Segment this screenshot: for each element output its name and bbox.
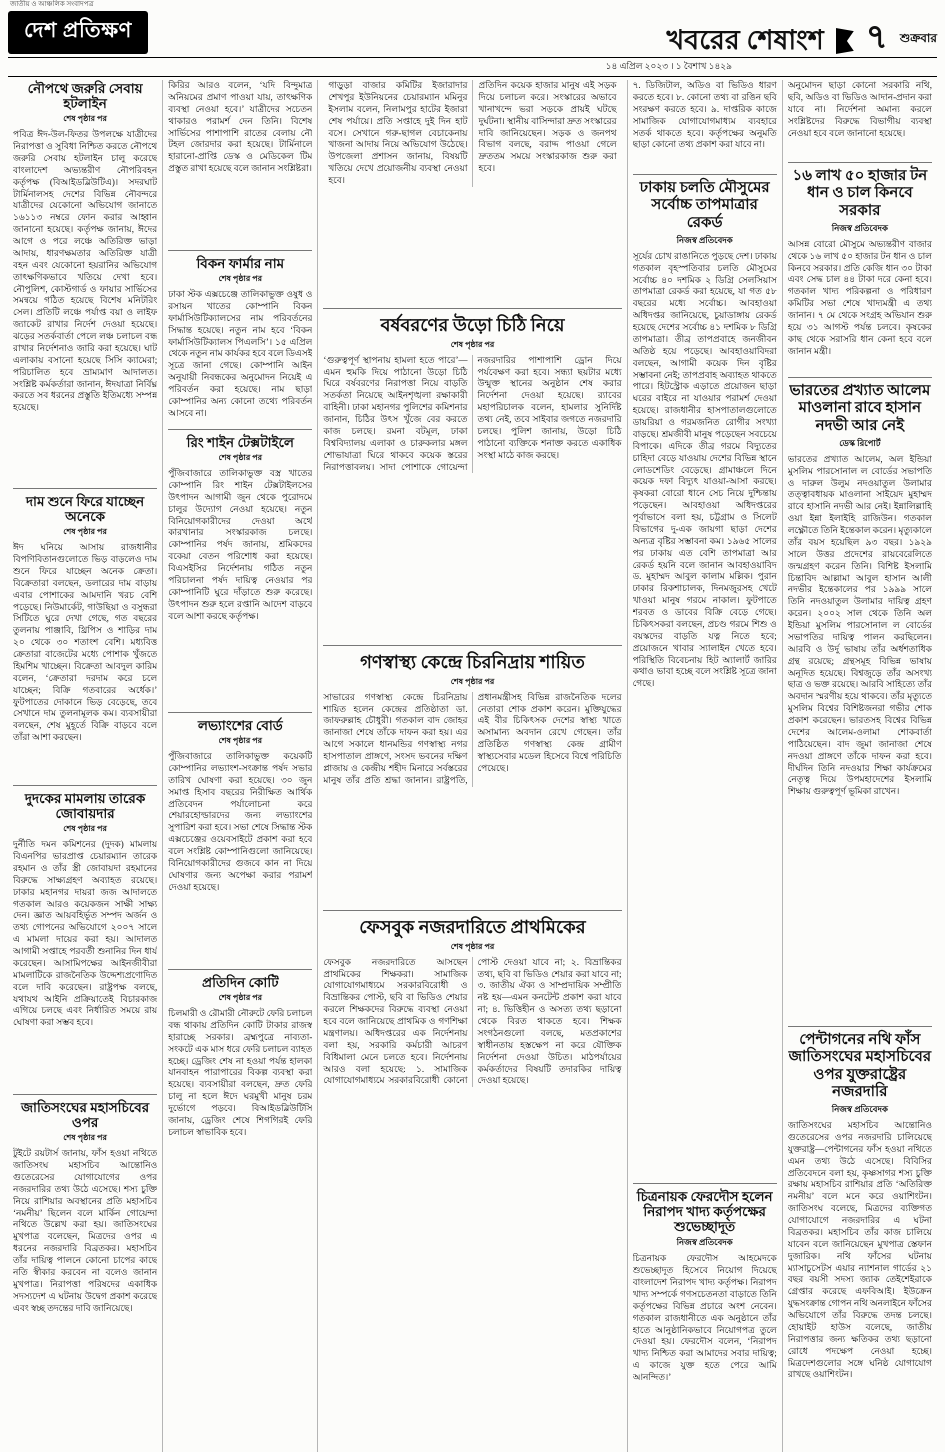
article-headline: লভ্যাংশের বোর্ড <box>197 718 283 733</box>
article-body: চিত্রনায়ক ফেরদৌস আহমেদকে শুভেচ্ছাদূত হিসেবে নিয়োগ দিয়েছে বাংলাদেশ নিরাপদ খাদ্য কর্তৃপক্ষ। নিরাপদ খাদ্য সম্পর্কে গণসচেতনতা বাড়াতে তিনি কর্তৃপক্ষের বিভিন্ন প্রচারে অংশ নেবেন। গতকাল রাজধানীতে এক অনুষ্ঠানে তাঁর হাতে আনুষ্ঠানিকভাবে নিয়োগপত্র তুলে দেওয়া হয়। ফেরদৌস বলেন, ‘নিরাপদ খাদ্য নিশ্চিত করা আমাদের সবার দায়িত্ব; এ কাজে যুক্ত হতে পেরে আমি আনন্দিত।’ <box>632 1253 777 1383</box>
article-body: ঈদ ঘনিয়ে আসায় রাজধানীর বিপণিবিতানগুলোতে ভিড় বাড়লেও দাম শুনে ফিরে যাচ্ছেন অনেক ক্রেতা। বিক্রেতারা বলছেন, ডলারের দাম বাড়ায় এবার পোশাকের আমদানি খরচ বেশি পড়েছে। নিউমার্কেট, গাউছিয়া ও বসুন্ধরা সিটিতে ঘুরে দেখা গেছে, গত বছরের তুলনায় পাঞ্জাবি, থ্রিপিস ও শাড়ির দাম ২০ থেকে ৩০ শতাংশ বেশি। মধ্যবিত্ত ক্রেতারা বাজেটের মধ্যে পোশাক খুঁজতে হিমশিম খাচ্ছেন। বিক্রেতা আবদুল কারিম বলেন, ‘ক্রেতারা দরদাম করে চলে যাচ্ছেন; বিক্রি গতবারের অর্ধেক।’ ফুটপাতের দোকানে ভিড় বেড়েছে, তবে সেখানে দাম তুলনামূলক কম। ব্যবসায়ীরা বলছেন, শেষ মুহূর্তে বিক্রি বাড়বে বলে তাঁরা আশা করছেন। <box>13 542 158 743</box>
article-body: ফেসবুক নজরদারিতে আসছেন প্রাথমিকের শিক্ষকরা। সামাজিক যোগাযোগমাধ্যমে সরকারবিরোধী ও বিভ্রান্তিকর পোস্ট, ছবি বা ভিডিও শেয়ার করলে শিক্ষকদের বিরুদ্ধে ব্যবস্থা নেওয়া হবে বলে জানিয়েছে প্রাথমিক ও গণশিক্ষা মন্ত্রণালয়। অধিদপ্তরের এক নির্দেশনায় বলা হয়, সরকারি কর্মচারী আচরণ বিধিমালা মেনে চলতে হবে। নির্দেশনায় আরও বলা হয়েছে: ১. সামাজিক যোগাযোগমাধ্যমে সরকারবিরোধী কোনো পোস্ট দেওয়া যাবে না; ২. বিভ্রান্তিকর তথ্য, ছবি বা ভিডিও শেয়ার করা যাবে না; ৩. জাতীয় ঐক্য ও সাম্প্রদায়িক সম্প্রীতি নষ্ট হয়—এমন কনটেন্ট প্রকাশ করা যাবে না; ৪. ভিত্তিহীন ও অসত্য তথ্য ছড়ানো থেকে বিরত থাকতে হবে। শিক্ষক সংগঠনগুলো বলছে, মতপ্রকাশের স্বাধীনতায় হস্তক্ষেপ না করে যৌক্তিক নির্দেশনা দেওয়া উচিত। মাঠপর্যায়ের কর্মকর্তাদের বিষয়টি তদারকির দায়িত্ব দেওয়া হয়েছে। <box>323 956 622 1086</box>
article-body: জাতিসংঘের মহাসচিব আন্তোনিও গুতেরেসের ওপর নজরদারি চালিয়েছে যুক্তরাষ্ট্র—পেন্টাগনের ফাঁস হওয়া নথিতে এমন তথ্য উঠে এসেছে। বিবিসির প্রতিবেদনে বলা হয়, কৃষ্ণসাগর শস্য চুক্তি রক্ষায় মহাসচিব রাশিয়ার প্রতি ‘অতিরিক্ত নমনীয়’ বলে মনে করে ওয়াশিংটন। জাতিসংঘ বলেছে, মিত্রদের ব্যক্তিগত যোগাযোগে নজরদারির এ ঘটনা বিব্রতকর। মহাসচিব তাঁর কাজ চালিয়ে যাবেন বলে জানিয়েছেন মুখপাত্র স্তেফান দুজারিক। নথি ফাঁসের ঘটনায় ম্যাসাচুসেটস এয়ার ন্যাশনাল গার্ডের ২১ বছর বয়সী সদস্য জ্যাক তেইশেইরাকে গ্রেপ্তার করেছে এফবিআই। ইউক্রেন যুদ্ধসংক্রান্ত গোপন নথি অনলাইনে ফাঁসের অভিযোগে তাঁর বিরুদ্ধে তদন্ত চলছে। হোয়াইট হাউস বলেছে, জাতীয় নিরাপত্তার জন্য ক্ষতিকর তথ্য ছড়ানো রোধে পদক্ষেপ নেওয়া হচ্ছে। মিত্রদেশগুলোর সঙ্গে ঘনিষ্ঠ যোগাযোগ রাখছে ওয়াশিংটন। <box>787 1120 932 1380</box>
article-continuation <box>788 80 932 158</box>
article-headline: পেন্টাগনের নথি ফাঁস জাতিসংঘের মহাসচিবের ওপর যুক্তরাষ্ট্রের নজরদারি <box>788 1032 932 1100</box>
article-ferdous-ambassador <box>633 1183 777 1452</box>
continued-from-label: শেষ পৃষ্ঠার পর <box>63 114 107 124</box>
article-headline: নৌপথে জরুরি সেবায় হটলাইন <box>27 81 143 112</box>
continuation-halves <box>323 80 621 187</box>
article-beacon-pharma <box>168 250 312 425</box>
article-gonoshasthya-burial <box>323 645 621 906</box>
byline: নিজস্ব প্রতিবেদক <box>676 1237 733 1248</box>
article-headline: গণস্বাস্থ্য কেন্দ্রে চিরনিদ্রায় শায়িত <box>360 652 585 672</box>
article-borshoboron-letter <box>323 308 621 641</box>
continuation-right <box>472 80 621 187</box>
article-daily-crore <box>168 969 312 1452</box>
article-headline: চিত্রনায়ক ফেরদৌস হলেন নিরাপদ খাদ্য কর্তৃপক্ষের শুভেচ্ছাদূত <box>636 1189 773 1235</box>
article-body: ভারতের প্রখ্যাত আলেম, অল ইন্ডিয়া মুসলিম পারসোনাল ল বোর্ডের সভাপতি ও দারুল উলুম নদওয়াতুল উলামার তত্ত্বাবধায়ক মাওলানা সাইয়েদ মুহাম্মদ রাবে হাসানি নদভী আর নেই। ইন্নালিল্লাহি ওয়া ইন্না ইলাইহি রাজিউন। গতকাল লক্ষ্ণৌতে তিনি ইন্তেকাল করেন। মৃত্যুকালে তাঁর বয়স হয়েছিল ৯৩ বছর। ১৯২৯ সালে উত্তর প্রদেশের রায়বেরেলিতে জন্মগ্রহণ করেন তিনি। বিশিষ্ট ইসলামি চিন্তাবিদ আল্লামা আবুল হাসান আলী নদভীর ইন্তেকালের পর ১৯৯৯ সালে তিনি নদওয়াতুল উলামার দায়িত্ব গ্রহণ করেন। ২০০২ সাল থেকে তিনি অল ইন্ডিয়া মুসলিম পারসোনাল ল বোর্ডের সভাপতির দায়িত্ব পালন করছিলেন। আরবি ও উর্দু ভাষায় তাঁর অর্ধশতাধিক গ্রন্থ রয়েছে; গ্রন্থসমূহ বিভিন্ন ভাষায় অনূদিত হয়েছে। বিশ্বজুড়ে তাঁর অসংখ্য ছাত্র ও ভক্ত রয়েছে। আরবি সাহিত্যে তাঁর অবদান স্মরণীয় হয়ে থাকবে। তাঁর মৃত্যুতে মুসলিম বিশ্বের বিশিষ্টজনরা গভীর শোক প্রকাশ করেছেন। ভারতসহ বিশ্বের বিভিন্ন দেশের আলেম-ওলামা শোকবার্তা পাঠিয়েছেন। বাদ জুমা জানাজা শেষে নদওয়া প্রাঙ্গণে তাঁকে দাফন করা হবে। দীর্ঘদিন তিনি নদওয়ার শিক্ষা কার্যক্রমের নেতৃত্ব দিয়ে উপমহাদেশের ইসলামি শিক্ষায় গুরুত্বপূর্ণ ভূমিকা রাখেন। <box>787 453 932 797</box>
article-headline: রিং শাইন টেক্সটাইলে <box>186 435 294 450</box>
article-body: পুঁজিবাজারে তালিকাভুক্ত বস্ত্র খাতের কোম্পানি রিং শাইন টেক্সটাইলসের উৎপাদন আগামী জুন থেকে পুরোদমে চালুর উদ্যোগ নেওয়া হয়েছে। নতুন বিনিয়োগকারীদের দেওয়া অর্থে কারখানার সংস্কারকাজ চলছে। কোম্পানির পর্ষদ জানায়, শ্রমিকদের বকেয়া বেতন পরিশোধ করা হয়েছে। বিএসইসির নির্দেশনায় গঠিত নতুন পরিচালনা পর্ষদ দায়িত্ব নেওয়ার পর কোম্পানিটি ঘুরে দাঁড়াতে শুরু করেছে। উৎপাদন শুরু হলে রপ্তানি আদেশ বাড়বে বলে আশা করছে কর্তৃপক্ষ। <box>168 468 313 621</box>
article-body: ঢাকা স্টক এক্সচেঞ্জে তালিকাভুক্ত ওষুধ ও রসায়ন খাতের কোম্পানি বিকন ফার্মাসিউটিক্যালসের নাম পরিবর্তনের সিদ্ধান্ত হয়েছে। নতুন নাম হবে ‘বিকন ফার্মাসিউটিক্যালস পিএলসি’। ১৫ এপ্রিল থেকে নতুন নাম কার্যকর হবে বলে ডিএসই সূত্রে জানা গেছে। কোম্পানি আইন অনুযায়ী নিবন্ধকের অনুমোদন নিয়েই এ পরিবর্তন করা হয়েছে। নাম ছাড়া কোম্পানির অন্য কোনো তথ্যে পরিবর্তন আসবে না। <box>168 289 313 418</box>
continuation-left <box>323 80 472 187</box>
article-rice-procurement <box>788 162 932 373</box>
article-headline: ভারতের প্রখ্যাত আলেম মাওলানা রাবে হাসান নদভী আর নেই <box>789 383 931 434</box>
article-headline: দাম শুনে ফিরে যাচ্ছেন অনেকে <box>25 494 145 525</box>
article-body: পুঁজিবাজারে তালিকাভুক্ত কয়েকটি কোম্পানির লভ্যাংশ-সংক্রান্ত পর্ষদ সভার তারিখ ঘোষণা করা হয়েছে। ৩০ জুন সমাপ্ত হিসাব বছরের নিরীক্ষিত আর্থিক প্রতিবেদন পর্যালোচনা করে শেয়ারহোল্ডারদের জন্য লভ্যাংশের সুপারিশ করা হবে। সভা শেষে সিদ্ধান্ত স্টক এক্সচেঞ্জের ওয়েবসাইটে প্রকাশ করা হবে বলে সংশ্লিষ্ট কোম্পানিগুলো জানিয়েছে। বিনিয়োগকারীদের গুজবে কান না দিয়ে ঘোষণার জন্য অপেক্ষা করার পরামর্শ দেওয়া হয়েছে। <box>168 751 313 892</box>
article-prices <box>13 488 157 781</box>
article-dividend-board <box>168 712 312 965</box>
continued-from-label: শেষ পৃষ্ঠার পর <box>218 736 263 746</box>
article-body: পবিত্র ঈদ-উল-ফিতর উপলক্ষে যাত্রীদের নিরাপত্তা ও সুবিধা নিশ্চিত করতে নৌপথে জরুরি সেবায় হটলাইন চালু করেছে বাংলাদেশ অভ্যন্তরীণ নৌপরিবহন কর্তৃপক্ষ (বিআইডব্লিউটিএ)। সদরঘাট টার্মিনালসহ দেশের বিভিন্ন নৌবন্দরে যাত্রীদের যেকোনো অভিযোগ জানাতে ১৬১১৩ নম্বরে ফোন করার আহ্বান জানানো হয়েছে। কর্তৃপক্ষ জানায়, ঈদের আগে ও পরে লঞ্চে অতিরিক্ত ভাড়া আদায়, ধারণক্ষমতার অতিরিক্ত যাত্রী বহন এবং যেকোনো হয়রানির অভিযোগ তাৎক্ষণিকভাবে খতিয়ে দেখা হবে। নৌপুলিশ, কোস্টগার্ড ও ফায়ার সার্ভিসের সমন্বয়ে গঠিত হয়েছে বিশেষ মনিটরিং সেল। প্রতিটি লঞ্চে পর্যাপ্ত বয়া ও লাইফ জ্যাকেট রাখার নির্দেশ দেওয়া হয়েছে। ঝড়ের সতর্কবার্তা পেলে লঞ্চ চলাচল বন্ধ রাখার নির্দেশনাও জারি করা হয়েছে। ঘাট এলাকায় বসানো হয়েছে সিসি ক্যামেরা; পরিচালিত হবে ভ্রাম্যমাণ আদালত। সংশ্লিষ্ট কর্মকর্তারা জানান, ঈদযাত্রা নির্বিঘ্ন করতে সব ধরনের প্রস্তুতি ইতিমধ্যে সম্পন্ন হয়েছে। <box>13 129 158 413</box>
article-body: প্রতিদিন কয়েক হাজার মানুষ এই সড়ক দিয়ে চলাচল করে। সংস্কারের অভাবে খানাখন্দে ভরা সড়কে প্রায়ই ঘটছে দুর্ঘটনা। স্থানীয় বাসিন্দারা দ্রুত সংস্কারের দাবি জানিয়েছেন। সড়ক ও জনপথ বিভাগ বলছে, বরাদ্দ পাওয়া গেলে দ্রুততম সময়ে সংস্কারকাজ শুরু করা হবে। <box>478 80 617 174</box>
article-body: ৭. ডিজিটাল, অডিও বা ভিডিও ধারণ করতে হবে। ৮. কোনো তথ্য বা রঙিন ছবি সংরক্ষণ করতে হবে। ৯. দাপ্তরিক কাজে সামাজিক যোগাযোগমাধ্যম ব্যবহারে সতর্ক থাকতে হবে। কর্তৃপক্ষের অনুমতি ছাড়া কোনো তথ্য প্রকাশ করা যাবে না। <box>632 80 777 150</box>
article-body: অনুমোদন ছাড়া কোনো সরকারি নথি, ছবি, অডিও বা ভিডিও আদান-প্রদান করা যাবে না। নির্দেশনা অমান্য করলে সংশ্লিষ্টদের বিরুদ্ধে বিভাগীয় ব্যবস্থা নেওয়া হবে বলে জানানো হয়েছে। <box>787 80 932 138</box>
column-2 <box>162 80 317 1452</box>
article-headline: প্রতিদিন কোটি <box>202 975 279 990</box>
continued-from-label: শেষ পৃষ্ঠার পর <box>63 1133 107 1143</box>
section-logo-icon <box>836 28 854 54</box>
article-continuation-pair <box>323 80 621 304</box>
article-body: কিরির আরও বলেন, ‘যদি বিন্দুমাত্র অনিয়মের প্রমাণ পাওয়া যায়, তাৎক্ষণিক ব্যবস্থা নেওয়া হবে।’ যাত্রীদের সচেতন থাকারও পরামর্শ দেন তিনি। বিশেষ সার্ভিসের পাশাপাশি রাতের বেলায় নৌ টহল জোরদার করা হয়েছে। টার্মিনালে হারানো-প্রাপ্তি ডেস্ক ও মেডিকেল টিম প্রস্তুত রাখা হয়েছে বলে জানান সংশ্লিষ্টরা। <box>168 80 313 174</box>
page-header <box>8 0 937 57</box>
article-body: চিলমারী ও রৌমারী নৌরুটে ফেরি চলাচল বন্ধ থাকায় প্রতিদিন কোটি টাকার রাজস্ব হারাচ্ছে সরকার। ব্রহ্মপুত্রে নাব্যতা-সংকটে এক মাস ধরে ফেরি চলাচল ব্যাহত হচ্ছে। ড্রেজিং শেষ না হওয়া পর্যন্ত হালকা যানবাহন পারাপারের বিকল্প ব্যবস্থা করা হয়েছে। ব্যবসায়ীরা বলছেন, দ্রুত ফেরি চালু না হলে ঈদে ঘরমুখী মানুষ চরম দুর্ভোগে পড়বে। বিআইডব্লিউটিসি জানায়, ড্রেজিং শেষে শিগগিরই ফেরি চলাচল স্বাভাবিক হবে। <box>168 1008 313 1137</box>
continued-from-label: শেষ পৃষ্ঠার পর <box>63 527 107 537</box>
article-headline: দুদকের মামলায় তারেক জোবায়দার <box>24 791 146 822</box>
byline: নিজস্ব প্রতিবেদক <box>676 234 733 245</box>
article-body: গাড়ুড়া বাজার কমিটির ইজারাদার শেখপুর ইউনিয়নের চেয়ারম্যান মমিনুর ইসলাম বলেন, নিলামপুর হাটের ইজারা শেষ পর্যায়ে। প্রতি সপ্তাহে দুই দিন হাট বসে। সেখানে গরু-ছাগল বেচাকেনায় খাজনা আদায় নিয়ে অভিযোগ উঠেছে। উপজেলা প্রশাসন জানায়, বিষয়টি খতিয়ে দেখে প্রয়োজনীয় ব্যবস্থা নেওয়া হবে। <box>328 80 468 185</box>
continued-from-label: শেষ পৃষ্ঠার পর <box>63 824 107 834</box>
masthead <box>8 0 148 54</box>
article-body: সাভারের গণস্বাস্থ্য কেন্দ্রে চিরনিদ্রায় শায়িত হলেন কেন্দ্রের প্রতিষ্ঠাতা ডা. জাফরুল্লাহ চৌধুরী। গতকাল বাদ জোহর জানাজা শেষে তাঁকে দাফন করা হয়। এর আগে সকালে ধানমন্ডির গণস্বাস্থ্য নগর হাসপাতাল প্রাঙ্গণে, সংসদ ভবনের দক্ষিণ প্লাজায় ও কেন্দ্রীয় শহীদ মিনারে সর্বস্তরের মানুষ তাঁর প্রতি শ্রদ্ধা জানান। রাষ্ট্রপতি, প্রধানমন্ত্রীসহ বিভিন্ন রাজনৈতিক দলের নেতারা শোক প্রকাশ করেন। মুক্তিযুদ্ধের এই বীর চিকিৎসক দেশের স্বাস্থ্য খাতে অসামান্য অবদান রেখে গেছেন। তাঁর প্রতিষ্ঠিত গণস্বাস্থ্য কেন্দ্র গ্রামীণ স্বাস্থ্যসেবার মডেল হিসেবে বিশ্বে পরিচিতি পেয়েছে। <box>323 691 622 785</box>
article-body: দুর্নীতি দমন কমিশনের (দুদক) মামলায় বিএনপির ভারপ্রাপ্ত চেয়ারম্যান তারেক রহমান ও তাঁর স্ত্রী জোবায়দা রহমানের বিরুদ্ধে সাক্ষ্যগ্রহণ অব্যাহত রয়েছে। ঢাকার মহানগর দায়রা জজ আদালতে গতকাল আরও কয়েকজন সাক্ষী সাক্ষ্য দেন। জ্ঞাত আয়বহির্ভূত সম্পদ অর্জন ও তথ্য গোপনের অভিযোগে ২০০৭ সালে এ মামলা দায়ের করা হয়। আদালত আগামী সপ্তাহে পরবর্তী শুনানির দিন ধার্য করেছেন। আসামিপক্ষের আইনজীবীরা মামলাটিকে রাজনৈতিক উদ্দেশ্যপ্রণোদিত বলে দাবি করেছেন। রাষ্ট্রপক্ষ বলছে, যথাযথ আইনি প্রক্রিয়াতেই বিচারকাজ এগিয়ে চলছে এবং নির্ধারিত সময়ে রায় ঘোষণা করা সম্ভব হবে। <box>13 839 158 1028</box>
continued-from-label: শেষ পৃষ্ঠার পর <box>450 676 495 686</box>
byline: নিজস্ব প্রতিবেদক <box>831 1104 888 1114</box>
article-continuation <box>633 80 777 170</box>
article-hotline <box>13 80 157 484</box>
article-headline: বর্ষবরণের উড়ো চিঠি নিয়ে <box>380 315 565 335</box>
article-facebook-monitoring <box>323 910 621 1452</box>
masthead-title: দেশ প্রতিক্ষণ <box>8 11 148 54</box>
article-heat-record <box>633 174 777 1179</box>
header-right <box>666 19 937 57</box>
article-headline: ফেসবুক নজরদারিতে প্রাথমিকের <box>359 917 586 937</box>
article-headline: ১৬ লাখ ৫০ হাজার টন ধান ও চাল কিনবে সরকার <box>792 168 928 219</box>
continued-from-label: শেষ পৃষ্ঠার পর <box>218 453 263 463</box>
article-pentagon-leak <box>788 1026 932 1452</box>
header-rule-bottom <box>8 76 937 77</box>
column-3-4 <box>317 80 626 1452</box>
continued-from-label: শেষ পৃষ্ঠার পর <box>450 941 495 951</box>
article-ring-shine <box>168 429 312 708</box>
article-un-chief <box>13 1094 157 1452</box>
article-headline: জাতিসংঘের মহাসচিবের ওপর <box>20 1100 150 1131</box>
article-body: সূর্যের চোখ রাঙানিতে পুড়ছে দেশ। ঢাকায় গতকাল বৃহস্পতিবার চলতি মৌসুমের সর্বোচ্চ ৪০ দশমিক ২ ডিগ্রি সেলসিয়াস তাপমাত্রা রেকর্ড করা হয়েছে, যা গত ৫৮ বছরের মধ্যে সর্বোচ্চ। আবহাওয়া অধিদপ্তর জানিয়েছে, চুয়াডাঙ্গায় রেকর্ড হয়েছে দেশের সর্বোচ্চ ৪১ দশমিক ৮ ডিগ্রি তাপমাত্রা। তীব্র তাপপ্রবাহে জনজীবন অতিষ্ঠ হয়ে পড়েছে। আবহাওয়াবিদরা বলছেন, আগামী কয়েক দিন বৃষ্টির সম্ভাবনা নেই; তাপপ্রবাহ অব্যাহত থাকতে পারে। হিটস্ট্রোক এড়াতে প্রয়োজন ছাড়া ঘরের বাইরে না যাওয়ার পরামর্শ দেওয়া হয়েছে। রাজধানীর হাসপাতালগুলোতে ডায়রিয়া ও গরমজনিত রোগীর সংখ্যা বাড়ছে। শ্রমজীবী মানুষ পড়েছেন সবচেয়ে বিপাকে। এদিকে তীব্র গরমে বিদ্যুতের চাহিদা বেড়ে যাওয়ায় দেশের বিভিন্ন স্থানে লোডশেডিং বেড়েছে। গ্রামাঞ্চলে দিনে কয়েক দফা বিদ্যুৎ যাওয়া-আসা করছে। কৃষকরা বোরো ধানে সেচ নিয়ে দুশ্চিন্তায় পড়েছেন। আবহাওয়া অধিদপ্তরের পূর্বাভাসে বলা হয়, চট্টগ্রাম ও সিলেট বিভাগের দু-এক জায়গা ছাড়া দেশের অন্যত্র বৃষ্টির সম্ভাবনা কম। ১৯৬৫ সালের পর ঢাকায় এত বেশি তাপমাত্রা আর রেকর্ড হয়নি বলে জানান আবহাওয়াবিদ ড. মুহাম্মদ আবুল কালাম মল্লিক। পুরান ঢাকার রিকশাচালক, দিনমজুরসহ খেটে খাওয়া মানুষ গরমে নাকাল। ফুটপাতে শরবত ও ডাবের বিক্রি বেড়ে গেছে। চিকিৎসকরা বলছেন, প্রচণ্ড গরমে শিশু ও বয়স্কদের বাড়তি যত্ন নিতে হবে; প্রয়োজনে খাবার স্যালাইন খেতে হবে। পরিস্থিতি বিবেচনায় হিট অ্যালার্ট জারির কথাও ভাবা হচ্ছে বলে সংশ্লিষ্ট সূত্রে জানা গেছে। <box>632 250 777 689</box>
article-nadwi-obituary <box>788 377 932 1022</box>
article-body: আসন্ন বোরো মৌসুমে অভ্যন্তরীণ বাজার থেকে ১৬ লাখ ৫০ হাজার টন ধান ও চাল কিনবে সরকার। প্রতি কেজি ধান ৩০ টাকা এবং সেদ্ধ চাল ৪৪ টাকা দরে কেনা হবে। গতকাল খাদ্য পরিকল্পনা ও পরিধারণ কমিটির সভা শেষে খাদ্যমন্ত্রী এ তথ্য জানান। ৭ মে থেকে সংগ্রহ অভিযান শুরু হয়ে ৩১ আগস্ট পর্যন্ত চলবে। কৃষকের কাছ থেকে সরাসরি ধান কেনা হবে বলে জানান মন্ত্রী। <box>787 238 932 356</box>
day-label: শুক্রবার <box>899 31 937 45</box>
column-1 <box>8 80 162 1452</box>
article-dudok-case <box>13 785 157 1090</box>
article-body: ‘গুরুত্বপূর্ণ স্থাপনায় হামলা হতে পারে’—এমন হুমকি দিয়ে পাঠানো উড়ো চিঠি ঘিরে বর্ষবরণের নিরাপত্তা নিয়ে বাড়তি সতর্কতা নিয়েছে আইনশৃঙ্খলা রক্ষাকারী বাহিনী। ঢাকা মহানগর পুলিশের কমিশনার জানান, চিঠির উৎস খুঁজে বের করতে কাজ চলছে। রমনা বটমূল, ঢাকা বিশ্ববিদ্যালয় এলাকা ও চারুকলার মঙ্গল শোভাযাত্রা ঘিরে থাকবে কয়েক স্তরের নিরাপত্তাবলয়। সাদা পোশাকে গোয়েন্দা নজরদারির পাশাপাশি ড্রোন দিয়ে পর্যবেক্ষণ করা হবে। সন্ধ্যা ছয়টার মধ্যে উন্মুক্ত স্থানের অনুষ্ঠান শেষ করার নির্দেশনা দেওয়া হয়েছে। র‌্যাবের মহাপরিচালক বলেন, হামলার সুনির্দিষ্ট তথ্য নেই, তবে সাইবার জগতে নজরদারি চলছে। পুলিশ জানায়, উড়ো চিঠি পাঠানো ব্যক্তিকে শনাক্ত করতে একাধিক সংস্থা মাঠে কাজ করছে। <box>323 354 622 472</box>
byline: নিজস্ব প্রতিবেদক <box>831 222 888 233</box>
column-6 <box>782 80 937 1452</box>
page-number: ৭ <box>865 19 888 57</box>
continued-from-label: শেষ পৃষ্ঠার পর <box>218 993 263 1003</box>
article-headline: ঢাকায় চলতি মৌসুমের সর্বোচ্চ তাপমাত্রার রেকর্ড <box>639 180 770 231</box>
article-body: টুইটে রয়টার্স জানায়, ফাঁস হওয়া নথিতে জাতিসংঘ মহাসচিব আন্তোনিও গুতেরেসের যোগাযোগের ওপর নজরদারির তথ্য উঠে এসেছে। শস্য চুক্তি নিয়ে রাশিয়ার অবস্থানের প্রতি মহাসচিব ‘নমনীয়’ ছিলেন বলে মার্কিন গোয়েন্দা নথিতে উল্লেখ করা হয়। জাতিসংঘের মুখপাত্র বলেছেন, মিত্রদের ওপর এ ধরনের নজরদারি বিব্রতকর। মহাসচিব তাঁর দায়িত্ব পালনে কোনো চাপের কাছে নতি স্বীকার করবেন না বলেও জানান মুখপাত্র। নিরাপত্তা পরিষদের একাধিক সদস্যদেশ এ ঘটনায় উদ্বেগ প্রকাশ করেছে এবং স্বচ্ছ তদন্তের দাবি জানিয়েছে। <box>13 1148 158 1313</box>
page-body <box>8 80 937 1452</box>
column-5 <box>627 80 782 1452</box>
masthead-tagline: জাতীয় ও আঞ্চলিক সংবাদপত্র <box>10 0 94 8</box>
article-continuation <box>168 80 312 246</box>
section-title: খবরের শেষাংশ <box>666 25 824 55</box>
continued-from-label: শেষ পৃষ্ঠার পর <box>450 339 495 349</box>
date-line: ১৪ এপ্রিল ২০২৩ । ১ বৈশাখ ১৪২৯ <box>605 61 732 71</box>
byline: ডেস্ক রিপোর্ট <box>839 437 881 448</box>
article-headline: বিকন ফার্মার নাম <box>196 256 285 271</box>
continued-from-label: শেষ পৃষ্ঠার পর <box>218 274 263 284</box>
